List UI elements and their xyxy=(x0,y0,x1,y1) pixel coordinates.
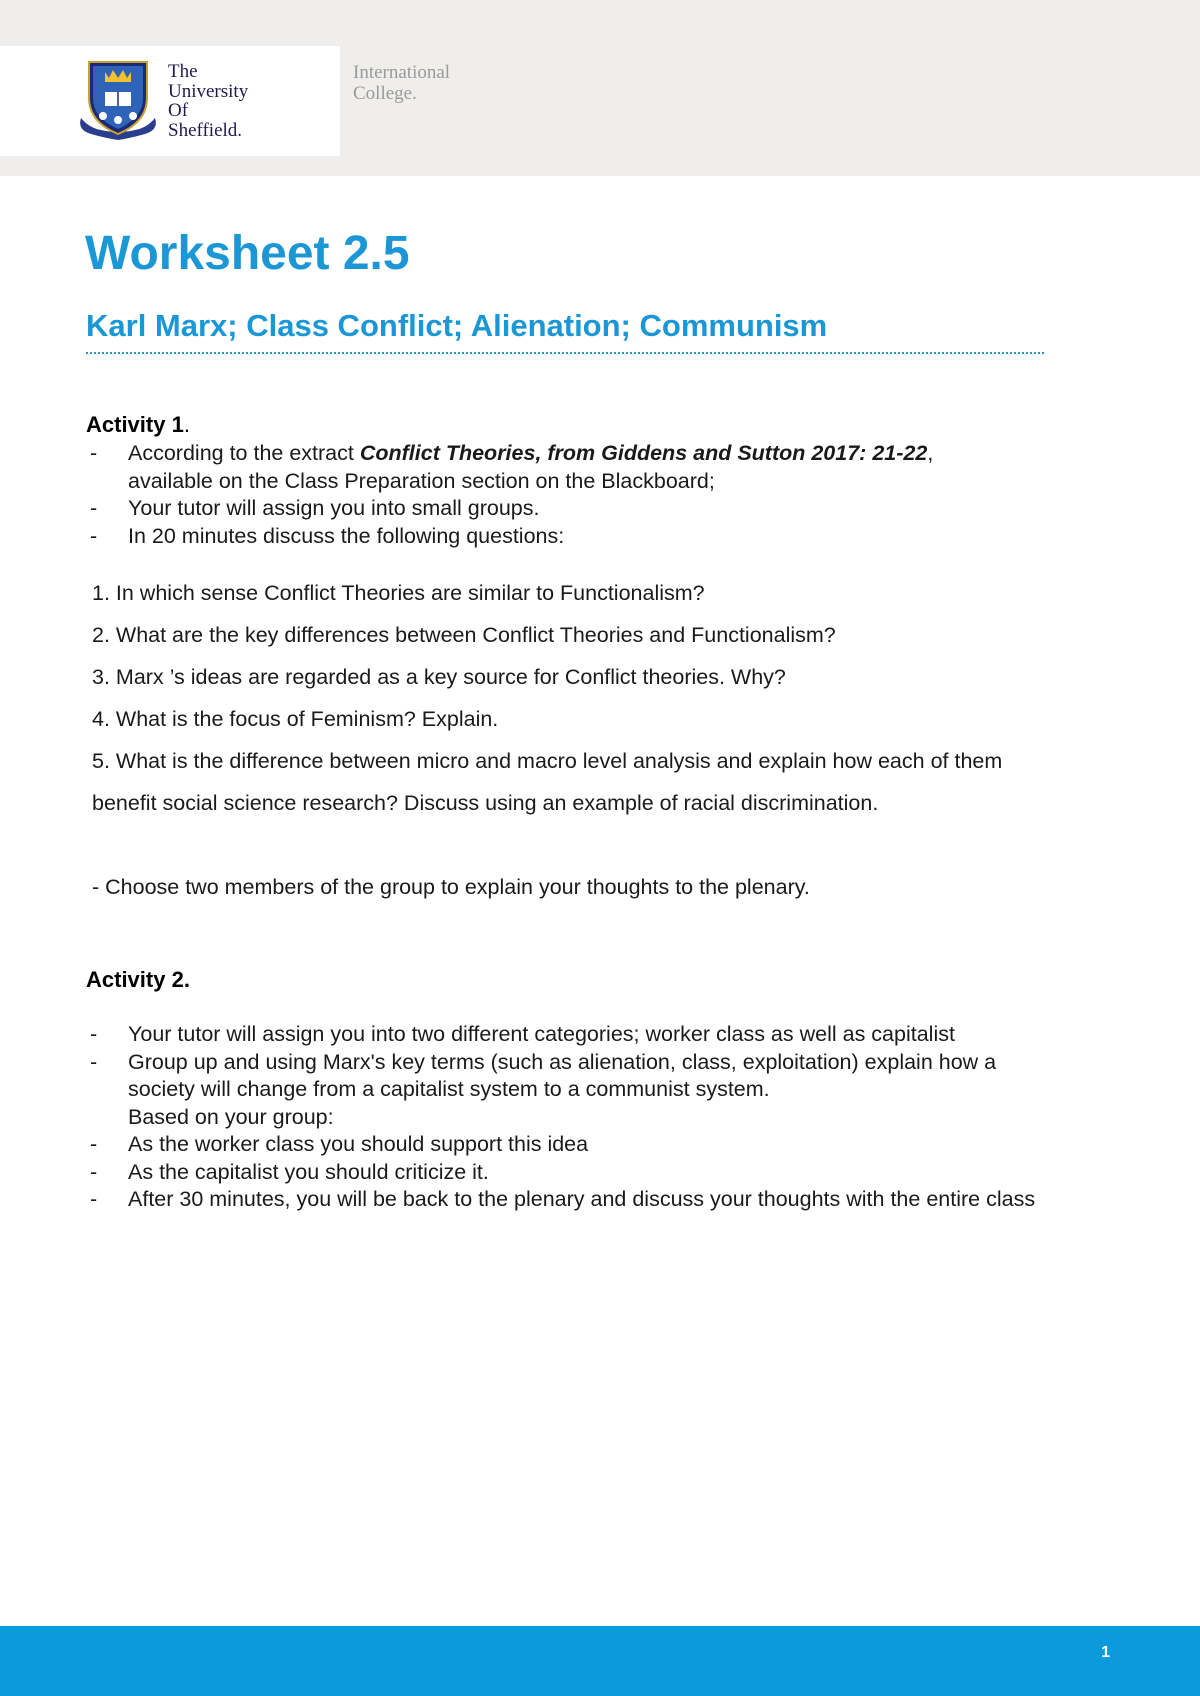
dash-bullet: - xyxy=(90,523,98,548)
dash-bullet: - xyxy=(90,1187,98,1211)
dash-bullet: - xyxy=(90,1132,98,1156)
activity-2-heading: Activity 2. xyxy=(86,967,190,992)
list-item-text: After 30 minutes, you will be back to the plenary and discuss your thoughts with the entire class xyxy=(128,1187,1036,1211)
university-name-line: Sheffield. xyxy=(168,119,243,141)
header-band xyxy=(0,0,1200,176)
page-number: 1 xyxy=(1101,1644,1110,1661)
list-item xyxy=(86,1131,1046,1159)
university-logo xyxy=(0,46,340,156)
university-name-line: University xyxy=(168,80,249,102)
list-item xyxy=(86,1186,1046,1214)
plenary-instruction: - Choose two members of the group to explain your thoughts to the plenary. xyxy=(92,875,810,899)
college-name-line: International xyxy=(353,62,451,83)
question-3: 3. Marx ’s ideas are regarded as a key source for Conflict theories. Why? xyxy=(92,665,786,689)
activity-2-instructions xyxy=(86,1021,1046,1214)
intro-suffix: , xyxy=(927,441,934,465)
list-item-text: In 20 minutes discuss the following questions: xyxy=(128,523,565,548)
worksheet-title: Worksheet 2.5 xyxy=(85,227,410,280)
dash-bullet: - xyxy=(90,1049,98,1074)
source-citation: Conflict Theories, from Giddens and Sutton 2017: 21-22 xyxy=(359,441,928,465)
question-1: 1. In which sense Conflict Theories are similar to Functionalism? xyxy=(92,581,705,605)
intro-continuation: available on the Class Preparation section on the Blackboard; xyxy=(128,468,715,493)
list-item-text: As the worker class you should support this idea xyxy=(128,1132,589,1156)
list-item xyxy=(86,1159,1046,1187)
activity-1-heading-suffix: . xyxy=(183,412,190,437)
list-item-text: Your tutor will assign you into small groups. xyxy=(128,496,540,520)
footer-band xyxy=(0,1626,1200,1696)
list-note xyxy=(86,1104,1046,1132)
activity-1-heading xyxy=(86,412,190,438)
intro-prefix: According to the extract xyxy=(128,441,360,465)
question-2: 2. What are the key differences between Conflict Theories and Functionalism? xyxy=(92,623,836,647)
university-name xyxy=(168,62,248,140)
list-item-text: As the capitalist you should criticize it. xyxy=(128,1159,489,1184)
question-5: 5. What is the difference between micro and macro level analysis and explain how each of them benefit social science research? Discuss using an example of racial discrimination. xyxy=(92,749,1003,815)
list-item xyxy=(86,523,1046,551)
title-divider xyxy=(86,352,1044,354)
activity-1-heading-label: Activity 1 xyxy=(86,412,184,437)
list-item xyxy=(86,1049,1046,1104)
dash-bullet: - xyxy=(90,1159,98,1184)
college-name xyxy=(353,62,450,104)
list-item xyxy=(86,1021,1046,1049)
college-name-line: College. xyxy=(353,83,417,104)
list-item-text: Your tutor will assign you into two different categories; worker class as well as capitalist xyxy=(128,1022,955,1046)
question-4: 4. What is the focus of Feminism? Explain. xyxy=(92,707,499,731)
list-note-text: Based on your group: xyxy=(128,1104,334,1129)
worksheet-subtitle: Karl Marx; Class Conflict; Alienation; Communism xyxy=(86,308,828,343)
university-crest-icon xyxy=(75,58,161,144)
university-name-line: The xyxy=(168,61,198,82)
list-item-text: Group up and using Marx's key terms (such as alienation, class, exploitation) explain how a society will change from a capitalist system to a communist system. xyxy=(128,1049,997,1101)
list-item xyxy=(86,495,1046,523)
list-item xyxy=(86,440,1046,495)
dash-bullet: - xyxy=(90,496,98,520)
dash-bullet: - xyxy=(90,1022,98,1046)
university-name-line: Of xyxy=(168,100,189,121)
activity-1-instructions xyxy=(86,440,1046,550)
dash-bullet: - xyxy=(90,441,98,465)
